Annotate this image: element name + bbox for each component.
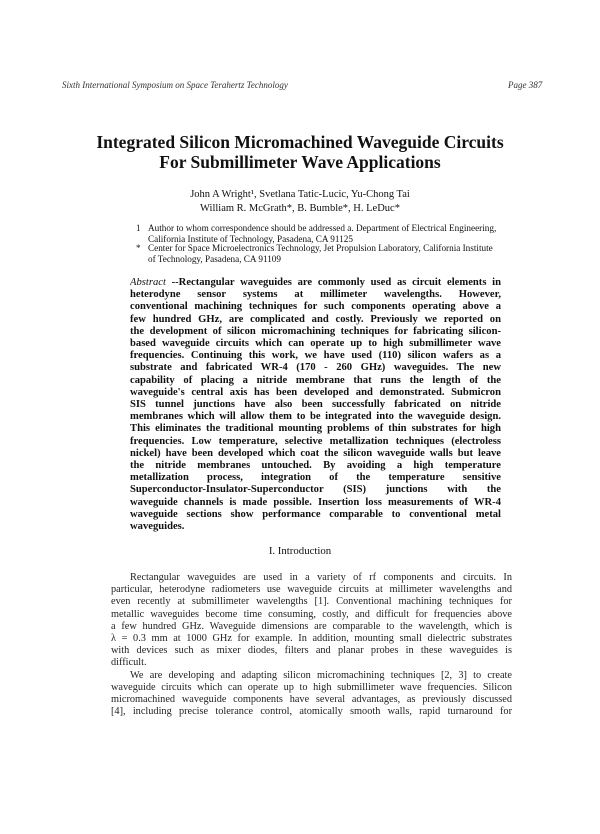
abstract-line: nickel) have been developed which coat the silicon waveguide walls but leave xyxy=(130,447,501,459)
abstract-line: the nitride membranes untouched. By avoiding a high temperature xyxy=(130,460,501,471)
abstract-label: Abstract xyxy=(130,277,166,288)
footnote-mark: 1 xyxy=(136,223,141,233)
abstract-line: metallization process, integration of the temperature sensitive xyxy=(130,472,501,484)
abstract-line: substrate and fabricated WR-4 (170 - 260 GHz) waveguides. The new xyxy=(130,362,501,374)
body-line: even recently at submillimeter wavelengths [1]. Conventional machining techniques for xyxy=(111,596,512,608)
paper-title-line-1: Integrated Silicon Micromachined Waveguide Circuits xyxy=(96,132,504,152)
abstract-line: few hundred GHz, are complicated and costly. Previously we reported on xyxy=(130,313,501,325)
body-line: Rectangular waveguides are used in a variety of rf components and circuits. In xyxy=(130,572,512,583)
abstract-line: frequencies. Continuing this work, we have used (110) silicon wafers as a xyxy=(130,350,501,362)
body-line: particular, heterodyne radiometers use waveguide circuits at millimeter wavelengths and xyxy=(111,584,512,596)
authors-line-2: William R. McGrath*, B. Bumble*, H. LeDuc* xyxy=(200,203,400,214)
body-line: micromachined waveguide components have several advantages, as previously discussed xyxy=(111,694,512,705)
body-line: waveguide circuits which can operate up to high submillimeter wave frequencies. Silicon xyxy=(111,681,512,693)
abstract-line: waveguides. xyxy=(130,521,185,532)
body-line: difficult. xyxy=(111,657,147,669)
abstract-line: the development of silicon micromachining techniques for fabricating silicon- xyxy=(130,325,501,337)
footnote-mark: * xyxy=(136,243,141,253)
paper-title-line-2: For Submillimeter Wave Applications xyxy=(159,152,441,172)
abstract-line: Superconductor-Insulator-Superconductor (SIS) junctions with the xyxy=(130,484,501,496)
page-number: Page 387 xyxy=(508,80,543,90)
body-line: with devices such as mixer diodes, filters and planar probes in these waveguides is xyxy=(111,645,512,657)
authors-line-1: John A Wright¹, Svetlana Tatic-Lucic, Yu-Chong Tai xyxy=(190,189,410,200)
body-line: λ = 0.3 mm at 1000 GHz for example. In addition, mounting small dielectric substrates xyxy=(111,633,512,644)
abstract-line: waveguide channels is made possible. Insertion loss measurements of WR-4 xyxy=(130,496,501,508)
body-line: We are developing and adapting silicon micromachining techniques [2, 3] to create xyxy=(130,669,512,681)
abstract-line: frequencies. Low temperature, selective metallization techniques (electroless xyxy=(130,435,501,447)
footnote-line: Author to whom correspondence should be addressed a. Department of Electrical Engineering, xyxy=(148,223,497,233)
abstract-line: membranes which will allow them to be integrated into the waveguide design. xyxy=(130,411,501,423)
body-line: a few hundred GHz. Waveguide dimensions are comparable to the wavelength, which is xyxy=(111,620,512,632)
body-line: metallic waveguides become time consuming, costly, and difficult for frequencies above xyxy=(111,608,512,620)
abstract-line: heterodyne sensor systems at millimeter wavelengths. However, xyxy=(130,289,501,301)
abstract-line: This eliminates the traditional mounting problems of thin substrates for high xyxy=(130,423,501,435)
footnote-line: of Technology, Pasadena, CA 91109 xyxy=(148,254,281,264)
section-heading-introduction: I. Introduction xyxy=(268,545,332,557)
abstract-line: based waveguide circuits which can operate up to high submillimeter wave xyxy=(130,338,501,349)
footnote-line: California Institute of Technology, Pasadena, CA 91125 xyxy=(148,234,353,244)
abstract-line xyxy=(130,277,501,289)
running-header-left: Sixth International Symposium on Space Terahertz Technology xyxy=(62,80,288,90)
abstract-line: waveguide's central axis has been developed and demonstrated. Submicron xyxy=(130,386,501,398)
body-line: [4], including precise tolerance control, atomically smooth walls, rapid turnaround for xyxy=(111,706,512,718)
abstract-line-text: --Rectangular waveguides are commonly used as circuit elements in xyxy=(171,277,501,288)
footnote-line: Center for Space Microelectronics Technology, Jet Propulsion Laboratory, California Institute xyxy=(148,243,493,253)
abstract-line: capability of placing a nitride membrane that runs the length of the xyxy=(130,374,501,386)
abstract-line: SIS tunnel junctions have also been successfully fabricated on nitride xyxy=(130,399,501,410)
abstract-line: waveguide sections show performance comparable to conventional metal xyxy=(130,508,501,520)
abstract-line: conventional machining techniques for such components operating above a xyxy=(130,301,501,313)
